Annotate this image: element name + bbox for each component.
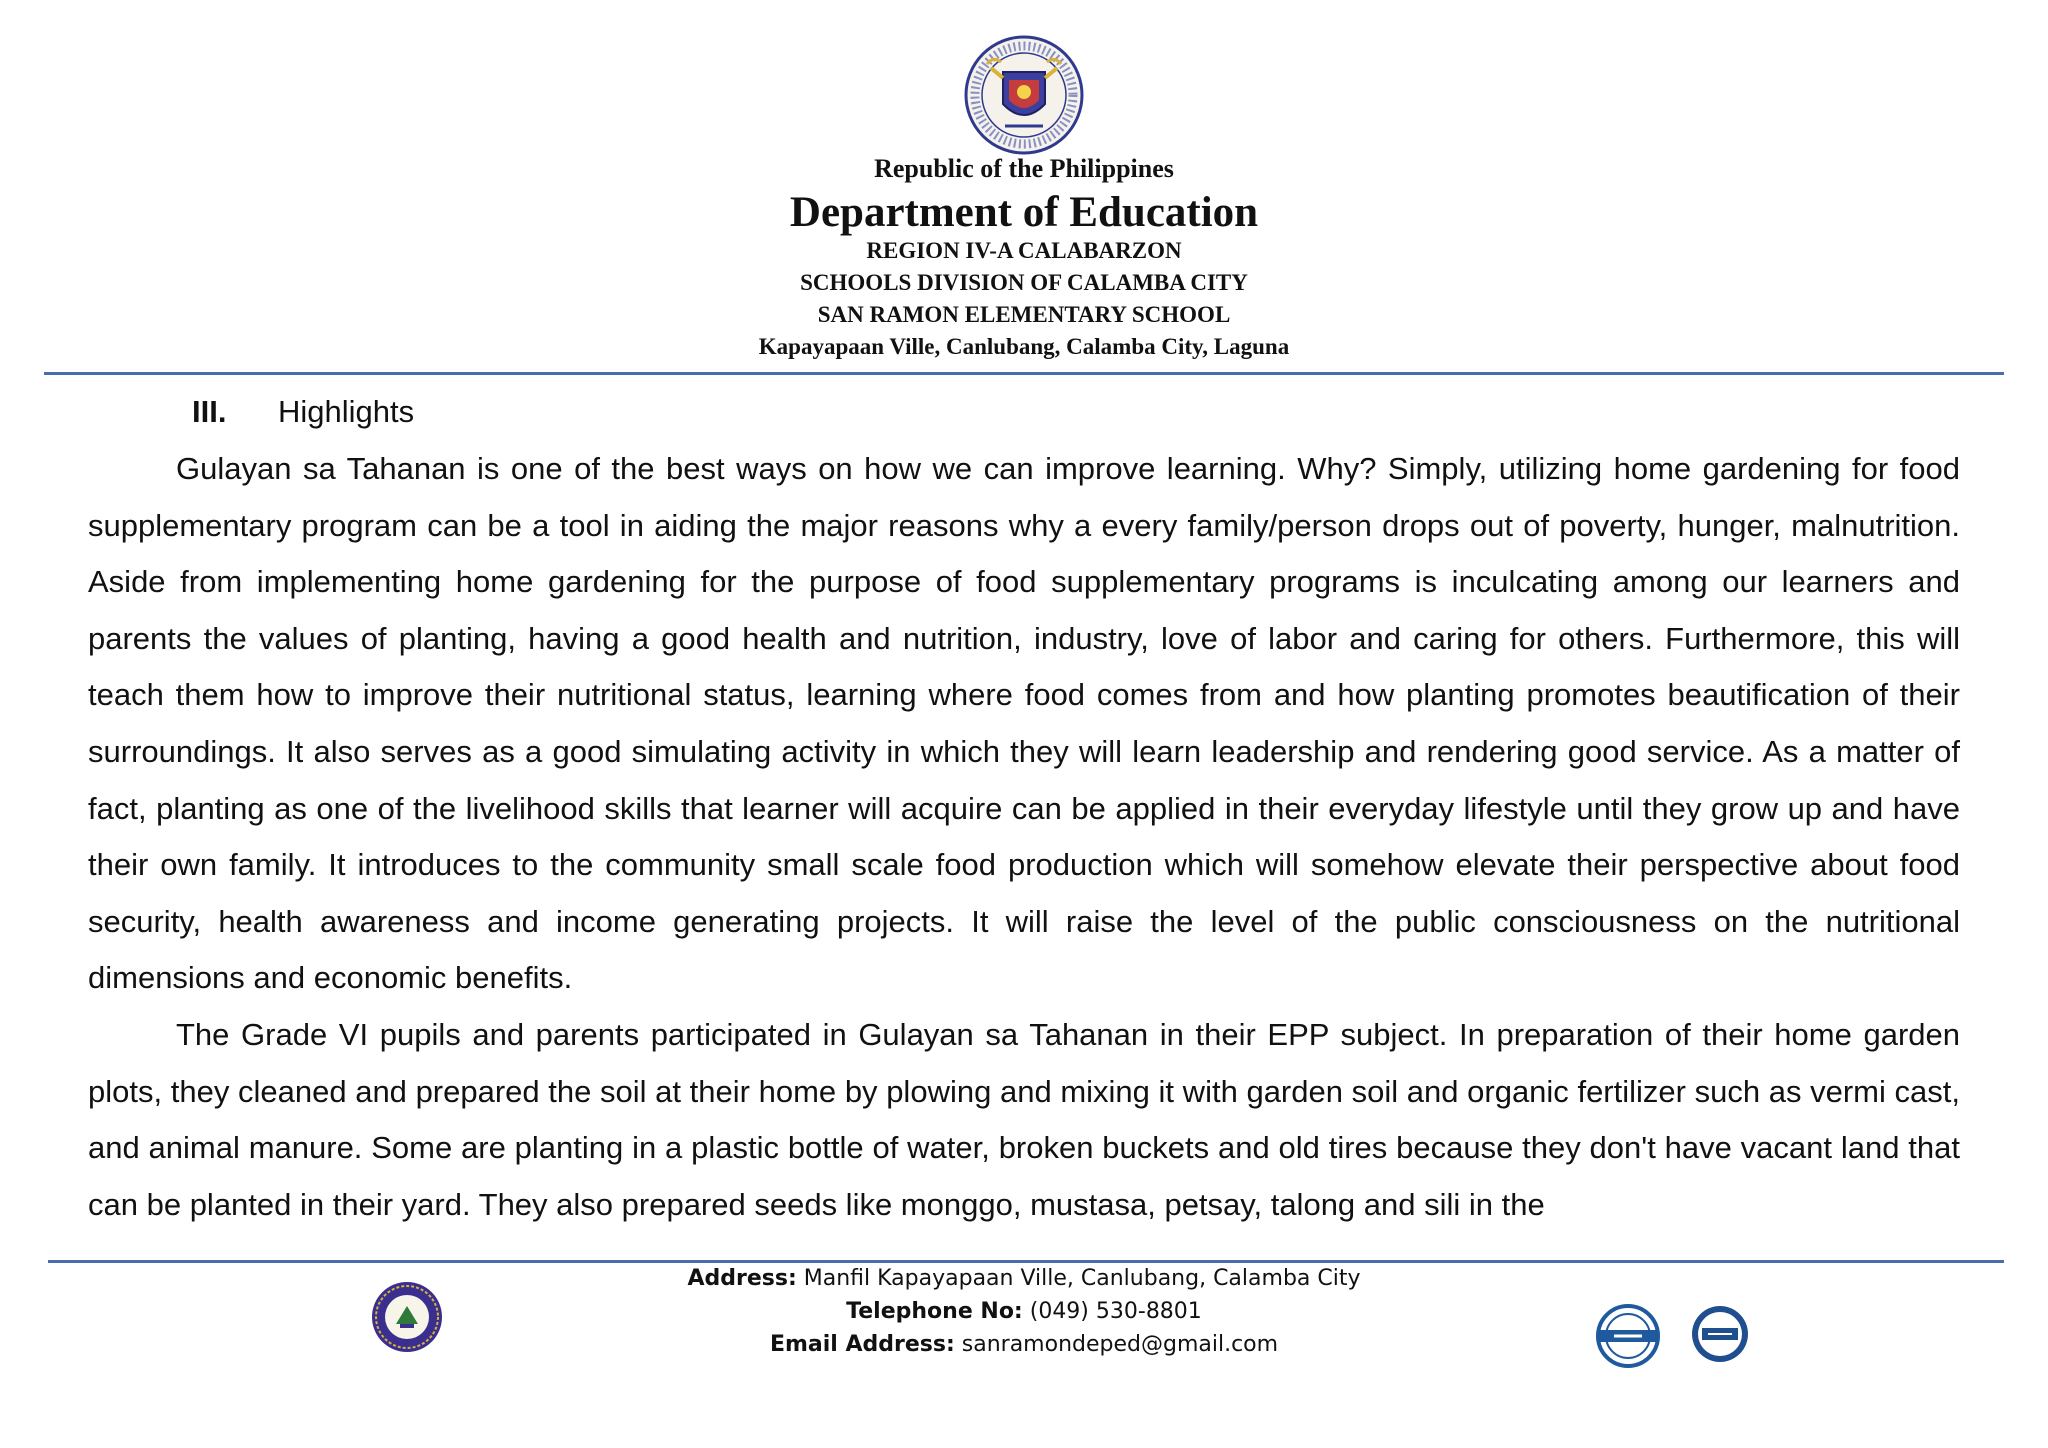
header-department: Department of Education (789, 189, 1259, 236)
footer-divider (48, 1260, 2004, 1263)
document-header (0, 0, 2048, 376)
deped-seal-icon (963, 34, 1085, 156)
body-text (88, 441, 1960, 1233)
section-number: III. (192, 394, 227, 429)
footer-phone-label: Telephone No: (846, 1299, 1023, 1324)
paragraph: Gulayan sa Tahanan is one of the best ways on how we can improve learning. Why? Simply, utilizing home gardening for food supplementary program can be a tool in aiding the major reasons why a every family/person drops out of poverty, hunger, malnutrition. Aside from implementing home gardening for the purpose of food supplementary programs is inculcating among our learners and parents the values of planting, having a good health and nutrition, industry, love of labor and caring for others. Furthermore, this will teach them how to improve their nutritional status, learning where food comes from and how planting promotes beautification of their surroundings. It also serves as a good simulating activity in which they will learn leadership and rendering good service. As a matter of fact, planting as one of the livelihood skills that learner will acquire can be applied in their everyday lifestyle until they grow up and have their own family. It introduces to the community small scale food production which will somehow elevate their perspective about food security, health awareness and income generating projects. It will raise the level of the public consciousness on the nutritional dimensions and economic benefits. (88, 451, 1960, 996)
header-region: REGION IV-A CALABARZON (866, 238, 1182, 263)
header-school: SAN RAMON ELEMENTARY SCHOOL (817, 302, 1231, 327)
section-heading (192, 394, 414, 430)
header-address: Kapayapaan Ville, Canlubang, Calamba City, Laguna (758, 334, 1290, 359)
header-republic: Republic of the Philippines (874, 154, 1174, 183)
paragraph: The Grade VI pupils and parents participated in Gulayan sa Tahanan in their EPP subject. In preparation of their home garden plots, they cleaned and prepared the soil at their home by plowing and mixing it with garden soil and organic fertilizer such as vermi cast, and animal manure. Some are planting in a plastic bottle of water, broken buckets and old tires because they don't have vacant land that can be planted in their yard. They also prepared seeds like monggo, mustasa, petsay, talong and sili in the (88, 1016, 1960, 1222)
footer-address-label: Address: (687, 1266, 797, 1291)
lgs-iso-certification-icon (1598, 1306, 1658, 1366)
header-division: SCHOOLS DIVISION OF CALAMBA CITY (800, 270, 1248, 295)
footer-phone-value: (049) 530-8801 (1029, 1299, 1202, 1324)
footer-address-value: Manfil Kapayapaan Ville, Canlubang, Calamba City (803, 1266, 1361, 1291)
footer-email-label: Email Address: (769, 1332, 955, 1357)
header-divider (44, 372, 2004, 375)
footer-address (0, 1266, 2048, 1291)
iqnet-certification-icon (1692, 1306, 1748, 1362)
footer-email-value: sanramondeped@gmail.com (961, 1332, 1279, 1357)
section-title: Highlights (278, 394, 415, 429)
certification-logos (1594, 1302, 1758, 1368)
